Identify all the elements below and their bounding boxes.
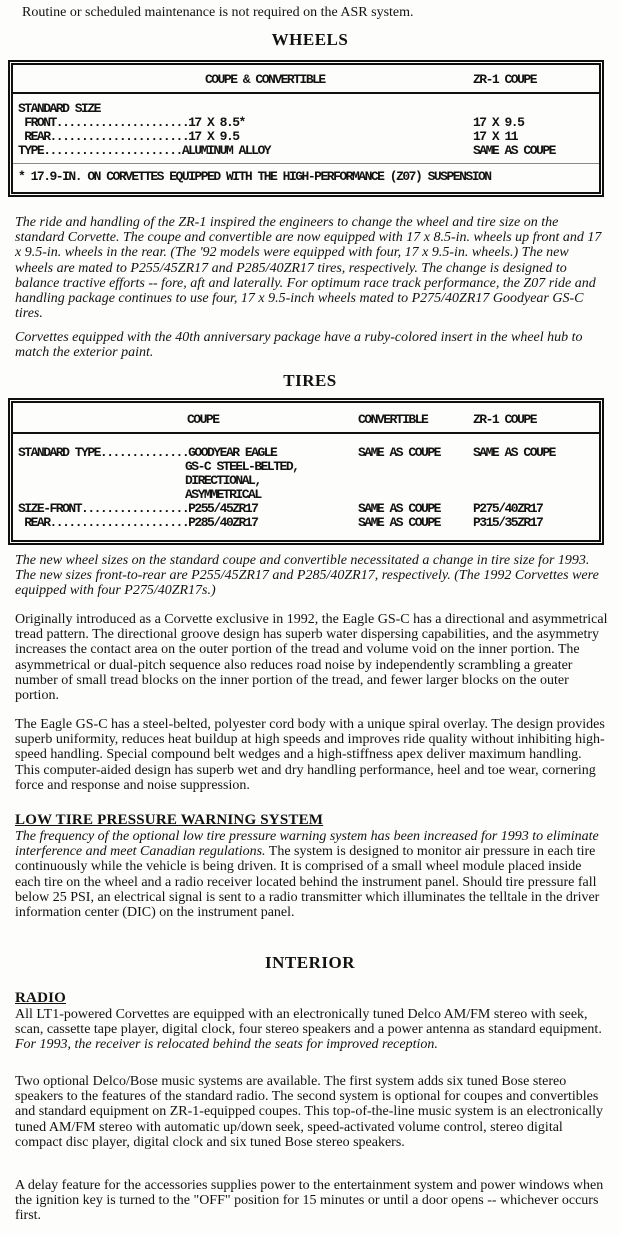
ltpws-italic-sentence: The frequency of the optional low tire pressure warning system has been increased for 1993 to eliminate interference and meet Canadian regulations. [15, 829, 599, 860]
table-row-standard-size [13, 102, 599, 116]
table-row-size-rear [13, 516, 599, 530]
tires-table-inner [11, 401, 601, 542]
tires-header-zr1-coupe: ZR-1 COUPE [473, 412, 537, 427]
subheading-radio: RADIO [15, 990, 67, 1006]
section-title-tires: TIRES [283, 371, 337, 390]
ltpws-roman-text: The system is designed to monitor air pressure in each tire continuously while the vehicle is being driven. It is comprised of a small wheel module placed inside each tire on the wheel and a radio receiver located behind the instrument panel. Should tire pressure fall below 25 PSI, an electrical signal is sent to a radio transmitter which illuminates the telltale in the driver information center (DIC) on the instrument panel. [15, 844, 600, 921]
wheels-paragraph-1: The ride and handling of the ZR-1 inspired the engineers to change the wheel and tire size on the standard Corvette. The coupe and convertible are now equipped with 17 x 8.5-in. wheels up front and 17 x 9.5-in. wheels in the rear. (The '92 models were equipped with four, 17 x 9.5-in. wheels.) The new wheels are mated to P255/45ZR17 and P285/40ZR17 tires, respectively. The change is designed to balance tractive efforts -- fore, aft and laterally. For optimum race track performance, the Z07 ride and handling package continues to use four, 17 x 9.5-inch wheels mated to P275/40ZR17 Goodyear GS-C tires. [15, 215, 602, 322]
wheels-spec-table [8, 60, 604, 197]
section-title-interior: INTERIOR [265, 953, 355, 972]
row-label: REAR......................P285/40ZR17 [18, 515, 258, 530]
tires-spec-table [8, 398, 604, 545]
table-row-continuation [13, 488, 599, 502]
radio-paragraph-2: Two optional Delco/Bose music systems are available. The first system adds six tuned Bose stereo speakers to the features of the standard radio. The second system is optional for coupes and convertibles and standard equipment on ZR-1-equipped coupes. This top-of-the-line music system is an electronically tuned AM/FM stereo with automatic up/down seek, speed-activated volume control, stereo digital compact disc player, digital clock and six tuned Bose stereo speakers. [15, 1074, 603, 1150]
coupe-value-continuation: GS-C STEEL-BELTED, [185, 459, 299, 474]
wheels-table-body [13, 94, 599, 163]
convertible-value: SAME AS COUPE [358, 515, 440, 530]
coupe-value-continuation: DIRECTIONAL, [185, 473, 261, 488]
table-row-standard-type [13, 446, 599, 460]
row-label: TYPE......................ALUMINUM ALLOY [18, 143, 271, 158]
radio-paragraph-1 [15, 1007, 609, 1053]
tires-header-coupe: COUPE [187, 412, 219, 427]
row-label: REAR......................17 X 9.5 [18, 129, 239, 144]
row-label: STANDARD TYPE..............GOODYEAR EAGLE [18, 445, 277, 460]
tires-header-convertible: CONVERTIBLE [358, 412, 428, 427]
radio-paragraph-3: A delay feature for the accessories supplies power to the entertainment system and power windows when the ignition key is turned to the "OFF" position for 15 minutes or until a door opens -- whichever occurs first. [15, 1178, 604, 1224]
section-title-wheels: WHEELS [271, 30, 349, 49]
convertible-value: SAME AS COUPE [358, 445, 440, 460]
table-row-front [13, 116, 599, 130]
zr1-value: SAME AS COUPE [473, 143, 555, 158]
tires-table-body [13, 434, 599, 540]
table-row-rear [13, 130, 599, 144]
row-label: STANDARD SIZE [18, 101, 100, 116]
tires-paragraph-2: Originally introduced as a Corvette exclusive in 1992, the Eagle GS-C has a directional and asymmetrical tread pattern. The directional groove design has superb water dispersing capabilities, and the asymmetry increases the contact area on the outer portion of the tread and volume void on the inner portion. The asymmetrical or dual-pitch sequence also reduces road noise by independently scrambling a greater number of small tread blocks on the inner portion of the tread, and fewer larger blocks on the outer portion. [15, 612, 608, 704]
wheels-header-coupe-convertible: COUPE & CONVERTIBLE [205, 72, 325, 87]
radio-roman-text: All LT1-powered Corvettes are equipped with an electronically tuned Delco AM/FM stereo with seek, scan, cassette tape player, digital clock, four stereo speakers and a power antenna as standard equipment. [15, 1007, 602, 1038]
wheels-table-inner [11, 63, 601, 194]
wheels-paragraph-2: Corvettes equipped with the 40th anniversary package have a ruby-colored insert in the wheel hub to match the exterior paint. [15, 330, 583, 361]
wheels-header-zr1-coupe: ZR-1 COUPE [473, 72, 537, 87]
tires-paragraph-3: The Eagle GS-C has a steel-belted, polyester cord body with a unique spiral overlay. The design provides superb uniformity, reduces heat buildup at high speeds and improves ride quality without inhibiting high-speed handling. Special compound belt wedges and a high-stiffness apex deliver maximum handling. This computer-aided design has superb wet and dry handling performance, heel and toe wear, cornering force and response and noise suppression. [15, 717, 605, 793]
zr1-value: P275/40ZR17 [473, 501, 543, 516]
coupe-value-continuation: ASYMMETRICAL [185, 487, 261, 502]
tires-paragraph-1: The new wheel sizes on the standard coupe and convertible necessitated a change in tire size for 1993. The new sizes front-to-rear are P255/45ZR17 and P285/40ZR17, respectively. (The 1992 Corvettes were equipped with four P275/40ZR17s.) [15, 553, 599, 599]
intro-sentence: Routine or scheduled maintenance is not required on the ASR system. [22, 5, 414, 20]
table-row-type [13, 144, 599, 158]
table-row-continuation [13, 460, 599, 474]
row-label: FRONT.....................17 X 8.5* [18, 115, 245, 130]
convertible-value: SAME AS COUPE [358, 501, 440, 516]
zr1-value: 17 X 11 [473, 129, 518, 144]
zr1-value: 17 X 9.5 [473, 115, 524, 130]
row-label: SIZE-FRONT.................P255/45ZR17 [18, 501, 258, 516]
wheels-table-header-row [13, 65, 599, 94]
table-row-size-front [13, 502, 599, 516]
ltpws-paragraph [15, 829, 609, 920]
zr1-value: SAME AS COUPE [473, 445, 555, 460]
zr1-value: P315/35ZR17 [473, 515, 543, 530]
table-row-continuation [13, 474, 599, 488]
radio-italic-sentence: For 1993, the receiver is relocated behind the seats for improved reception. [15, 1037, 438, 1053]
tires-table-header-row [13, 403, 599, 434]
wheels-table-footnote: * 17.9-IN. ON CORVETTES EQUIPPED WITH THE HIGH-PERFORMANCE (Z07) SUSPENSION [13, 163, 599, 192]
subheading-low-tire-pressure-warning-system: LOW TIRE PRESSURE WARNING SYSTEM [15, 812, 324, 828]
